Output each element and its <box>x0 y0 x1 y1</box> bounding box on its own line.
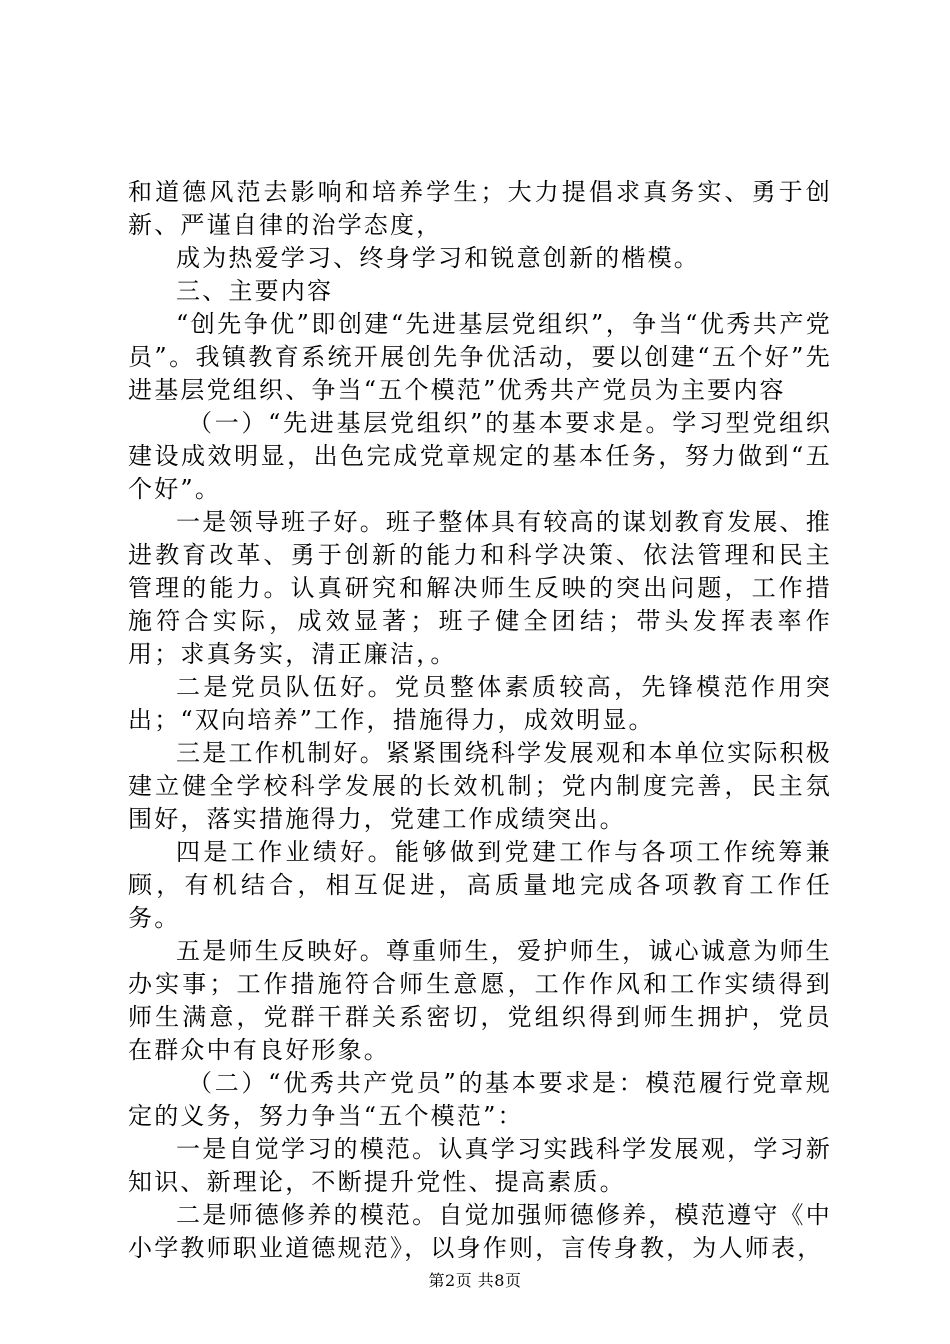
paragraph-2: 成为热爱学习、终身学习和锐意创新的楷模。 <box>176 244 700 272</box>
paragraph-9: 四是工作业绩好。能够做到党建工作与各项工作统筹兼顾，有机结合，相互促进，高质量地完成各项教育工作任务。 <box>128 838 832 932</box>
paragraph-1: 和道德风范去影响和培养学生；大力提倡求真务实、勇于创新、严谨自律的治学态度， <box>128 178 832 239</box>
paragraph-6: 一是领导班子好。班子整体具有较高的谋划教育发展、推进教育改革、勇于创新的能力和科学决策、依法管理和民主管理的能力。认真研究和解决师生反映的突出问题，工作措施符合实际，成效显著；班子健全团结；带头发挥表率作用；求真务实，清正廉洁，。 <box>128 508 832 668</box>
page-number-footer: 第2页 共8页 <box>428 1271 522 1290</box>
paragraph-8: 三是工作机制好。紧紧围绕科学发展观和本单位实际积极建立健全学校科学发展的长效机制；党内制度完善，民主氛围好，落实措施得力，党建工作成绩突出。 <box>128 739 832 833</box>
document-body <box>128 176 832 1265</box>
paragraph-13: 二是师德修养的模范。自觉加强师德修养，模范遵守《中小学教师职业道德规范》，以身作则，言传身教，为人师表， <box>128 1201 832 1262</box>
paragraph-12: 一是自觉学习的模范。认真学习实践科学发展观，学习新知识、新理论，不断提升党性、提高素质。 <box>128 1135 832 1196</box>
paragraph-4: “创先争优”即创建“先进基层党组织”，争当“优秀共产党员”。我镇教育系统开展创先争优活动，要以创建“五个好”先进基层党组织、争当“五个模范”优秀共产党员为主要内容 <box>128 310 832 404</box>
section-heading: 三、主要内容 <box>176 277 334 305</box>
subsection-heading-1: （一）“先进基层党组织”的基本要求是。学习型党组织建设成效明显，出色完成党章规定的基本任务，努力做到“五个好”。 <box>128 409 832 503</box>
paragraph-10: 五是师生反映好。尊重师生，爱护师生，诚心诚意为师生办实事；工作措施符合师生意愿，工作作风和工作实绩得到师生满意，党群干群关系密切，党组织得到师生拥护，党员在群众中有良好形象。 <box>128 937 832 1064</box>
subsection-heading-2: （二）“优秀共产党员”的基本要求是：模范履行党章规定的义务，努力争当“五个模范”： <box>128 1069 832 1130</box>
paragraph-7: 二是党员队伍好。党员整体素质较高，先锋模范作用突出；“双向培养”工作，措施得力，成效明显。 <box>128 673 832 734</box>
